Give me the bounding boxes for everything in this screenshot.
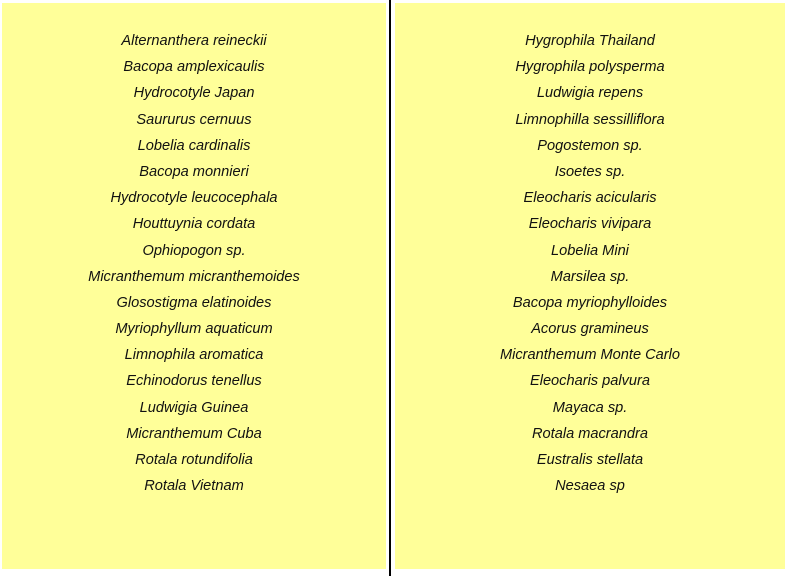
right-plant-list [395,30,785,501]
list-item: Marsilea sp. [550,268,630,285]
list-item: Houttuynia cordata [132,216,256,233]
list-item: Limnophila aromatica [124,347,264,364]
list-item: Isoetes sp. [554,163,626,180]
list-item: Ludwigia Guinea [139,399,249,416]
left-plant-list [2,30,386,501]
list-item: Rotala rotundifolia [135,452,253,468]
list-item: Micranthemum micranthemoides [88,268,300,285]
list-item: Nesaea sp [555,478,625,495]
list-item: Alternanthera reineckii [121,33,267,49]
list-item: Limnophilla sessilliflora [515,111,665,128]
list-item: Lobelia cardinalis [137,137,251,154]
list-item: Hydrocotyle leucocephala [110,190,278,207]
list-item: Glosostigma elatinoides [116,294,272,311]
list-item: Bacopa myriophylloides [512,294,668,311]
left-column-panel [2,3,386,569]
list-item: Micranthemum Cuba [126,425,262,442]
list-item: Saururus cernuus [136,111,252,128]
right-column-panel [395,3,785,569]
list-item: Micranthemum Monte Carlo [499,347,681,364]
list-item: Bacopa amplexicaulis [123,59,265,76]
list-item: Ophiopogon sp. [142,242,246,259]
column-divider [389,0,391,576]
list-item: Eleocharis palvura [529,373,651,390]
list-item: Echinodorus tenellus [126,373,262,390]
list-item: Mayaca sp. [552,399,628,416]
list-item: Rotala macrandra [532,425,648,442]
list-item: Hydrocotyle Japan [133,85,255,102]
list-item: Eustralis stellata [536,452,644,468]
list-item: Hygrophila Thailand [525,33,655,49]
list-item: Pogostemon sp. [537,137,643,154]
list-item: Acorus gramineus [531,321,649,338]
list-item: Ludwigia repens [536,85,644,102]
list-item: Myriophyllum aquaticum [115,321,273,338]
list-item: Rotala Vietnam [144,478,244,495]
list-item: Eleocharis vivipara [528,216,652,233]
list-item: Bacopa monnieri [139,163,249,180]
list-item: Lobelia Mini [551,242,629,259]
list-item: Hygrophila polysperma [515,59,665,76]
list-item: Eleocharis acicularis [523,190,657,207]
